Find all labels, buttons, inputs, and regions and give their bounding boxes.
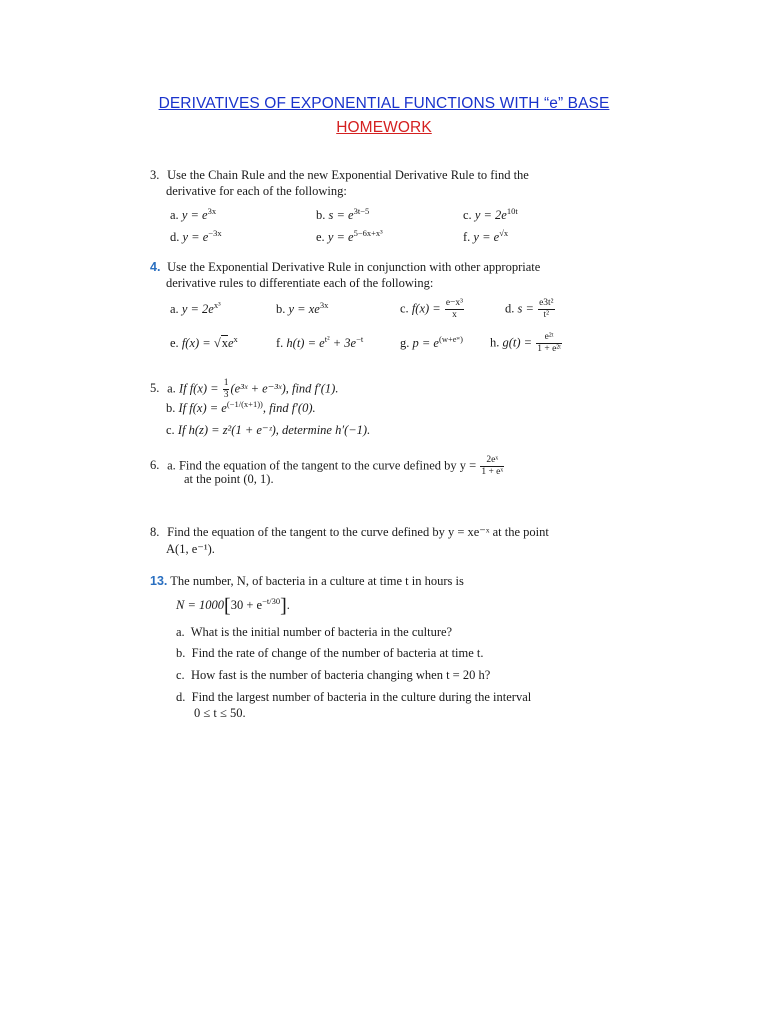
q13-part-b: b. Find the rate of change of the number of bacteria at time t. [176,646,484,660]
q3-part-f: f. $y = e^{√x}$ [463,228,509,244]
q6-fraction: $\frac{\text{2eˣ}}{\text{1 + eˣ}}$ [481,455,504,477]
q8-line1: 8. Find the equation of the tangent to the curve defined by y = xe⁻ˣ at the point [150,525,549,539]
q4-part-b: b. $y = xe^{3x}$ [276,300,329,316]
q6-line1: 6. a. Find the equation of the tangent to the curve defined by y = $\frac{\text{2eˣ}}{\text{1 + eˣ}}$ [150,455,504,477]
page-subtitle: HOMEWORK [336,119,432,136]
q6-number: 6. [150,458,160,473]
q8-number: 8. [150,525,160,539]
q4-d-fraction: $\frac{\text{e3t²}}{\text{t²}}$ [539,298,554,320]
q13-interval: 0 ≤ t ≤ 50. [194,706,246,720]
q4-part-f: f. $h(t) = e^{t^2} + 3e^{-t}$ [276,334,364,350]
q4-part-d: d. s = $\frac{\text{e3t²}}{\text{t²}}$ [505,298,554,320]
q5-number: 5. [150,381,160,396]
q8-line2: A(1, e⁻¹). [166,542,215,556]
q4-part-g: g. $p = e^{(w+eʷ)}$ [400,334,463,350]
q4-line1: 4. Use the Exponential Derivative Rule in conjunction with other appropriate [150,260,541,274]
q3-line1: 3. Use the Chain Rule and the new Exponential Derivative Rule to find the [150,168,529,182]
q4-number: 4. [150,260,161,274]
q4-c-fraction: $\frac{\text{e−x³}}{x}$ [445,298,464,320]
q6-line2: at the point (0, 1). [184,472,274,486]
page-title: DERIVATIVES OF EXPONENTIAL FUNCTIONS WITH “e” BASE [158,95,610,112]
q5-part-b: b. If $f(x) = e^{(-1/(x+1))}$, find f′(0). [166,399,316,415]
q4-h-fraction: $\frac{\text{e²ᵗ}}{\text{1 + e²ᵗ}}$ [537,332,561,354]
q3-line2: derivative for each of the following: [166,184,347,198]
q4-part-e: e. $f(x) = √xe^x$ [170,334,238,350]
q13-number: 13. [150,574,168,588]
q5-part-c: c. If h(z) = z²(1 + e⁻ᶻ), determine h′(−1). [166,423,371,437]
q3-part-e: e. $y = e^{5-6x+x^3}$ [316,228,383,244]
q4-line2: derivative rules to differentiate each of the following: [166,276,434,290]
q3-part-a: a. $y = e^{3x}$ [170,206,217,222]
q13-part-c: c. How fast is the number of bacteria changing when t = 20 h? [176,668,491,682]
q3-part-c: c. $y = 2e^{10t}$ [463,206,518,222]
q5-part-a: 5. a. If f(x) = $\frac{1}{3}$ (e³ˣ + e⁻³ˣ), find f′(1). [150,378,339,400]
q4-part-a: a. $y = 2e^{x^3}$ [170,300,221,316]
q3-number: 3. [150,168,160,182]
q3-part-d: d. $y = e^{-3x}$ [170,228,222,244]
q13-formula: $N = 1000[30 + e^{-t/30}]$. [176,595,290,617]
q4-part-h: h. g(t) = $\frac{\text{e²ᵗ}}{\text{1 + e²ᵗ}}$ [490,332,561,354]
q13-intro: 13. The number, N, of bacteria in a culture at time t in hours is [150,574,464,588]
q3-part-b: b. $s = e^{3t-5}$ [316,206,370,222]
q4-part-c: c. f(x) = $\frac{\text{e−x³}}{x}$ [400,298,464,320]
q13-part-d: d. Find the largest number of bacteria in the culture during the interval [176,690,532,704]
q5-a-fraction: $\frac{1}{3}$ [223,378,229,400]
q13-part-a: a. What is the initial number of bacteria in the culture? [176,625,453,639]
